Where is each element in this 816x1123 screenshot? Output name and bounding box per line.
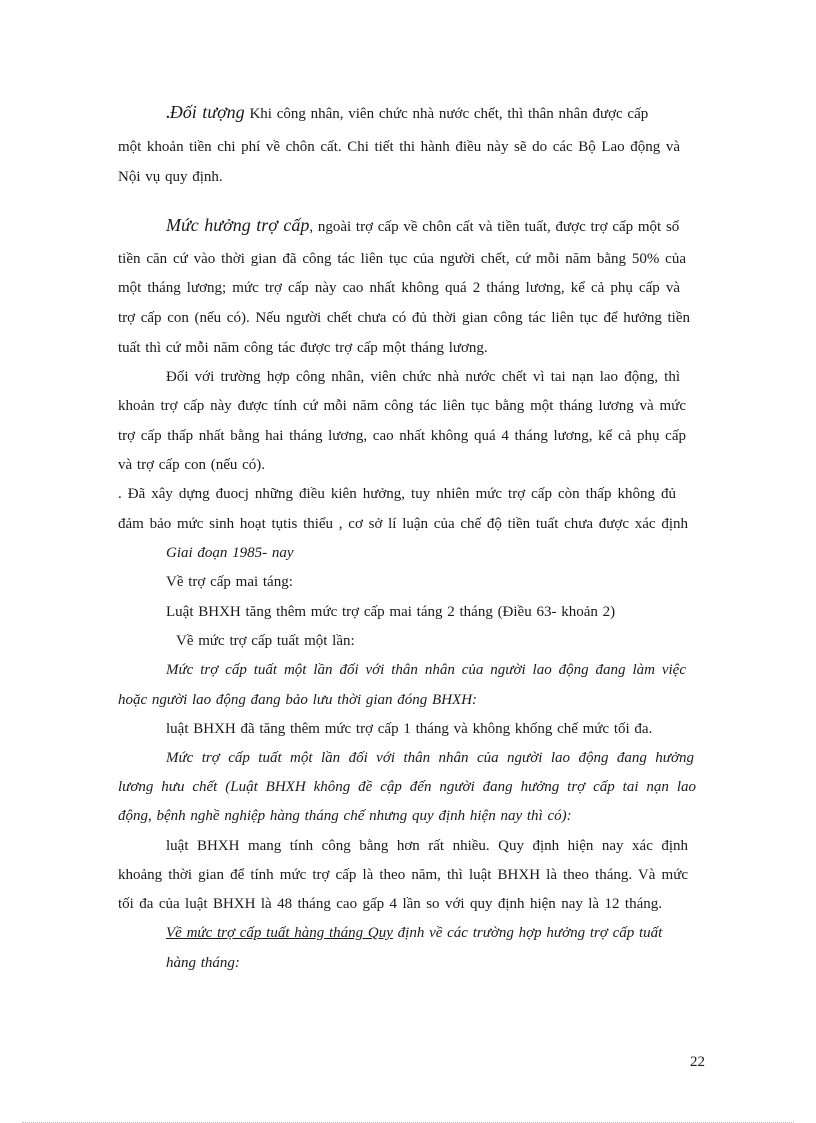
para-4-line-2: đảm bảo mức sinh hoạt tụtis thiểu , cơ sở lí luận của chế độ tiền tuất chưa được xác định <box>118 516 688 532</box>
lead-doi-tuong: Đối tượng <box>169 102 245 122</box>
para-2-line-3: một tháng lương; mức trợ cấp này cao nhất không quá 2 tháng lương, kể cả phụ cấp và <box>118 280 680 296</box>
italic-2-body-1: luật BHXH mang tính công bằng hơn rất nhiều. Quy định hiện nay xác định <box>166 838 688 854</box>
para-2-line-2: tiền căn cứ vào thời gian đã công tác liên tục của người chết, cứ mỗi năm bằng 50% của <box>118 251 686 267</box>
italic-1-body: luật BHXH đã tăng thêm mức trợ cấp 1 tháng và không khống chế mức tối đa. <box>166 721 653 737</box>
heading-hang-thang <box>166 923 662 943</box>
para-3-line-3: trợ cấp thấp nhất bằng hai tháng lương, cao nhất không quá 4 tháng lương, kể cả phụ cấp <box>118 428 686 444</box>
italic-2-line-2: lương hưu chết (Luật BHXH không đề cập đến người đang hưởng trợ cấp tai nạn lao <box>118 779 696 795</box>
italic-1-line-2: hoặc người lao động đang bảo lưu thời gian đóng BHXH: <box>118 692 478 708</box>
italic-1-line-1: Mức trợ cấp tuất một lần đối với thân nhân của người lao động đang làm việc <box>166 662 686 678</box>
para-3-line-4: và trợ cấp con (nếu có). <box>118 457 266 473</box>
para-2-line-5: tuất thì cứ mỗi năm công tác được trợ cấp một tháng lương. <box>118 340 488 356</box>
heading-hang-thang-line-2: hàng tháng: <box>166 955 240 971</box>
italic-2-line-3: động, bệnh nghề nghiệp hàng tháng chế nhưng quy định hiện nay thì có): <box>118 808 572 824</box>
heading-mai-tang: Về trợ cấp mai táng: <box>166 574 293 590</box>
italic-2-line-1: Mức trợ cấp tuất một lần đối với thân nhân của người lao động đang hưởng <box>166 750 694 766</box>
heading-mot-lan: Về mức trợ cấp tuất một lần: <box>176 633 355 649</box>
para-3-line-2: khoản trợ cấp này được tính cứ mỗi năm công tác liên tục bằng một tháng lương và mức <box>118 398 686 414</box>
para-2-line-1 <box>166 215 679 237</box>
para-1-line-2: một khoản tiền chi phí về chôn cất. Chi tiết thi hành điều này sẽ do các Bộ Lao động và <box>118 139 680 155</box>
para-4-line-1: . Đã xây dựng đuocj những điều kiên hưởng, tuy nhiên mức trợ cấp còn thấp không đủ <box>118 486 676 502</box>
para-2-line-4: trợ cấp con (nếu có). Nếu người chết chưa có đủ thời gian công tác liên tục để hưởng tiền <box>118 310 690 326</box>
bullet-dot: . <box>166 106 170 122</box>
para-2-line-1-rest: , ngoài trợ cấp về chôn cất và tiền tuất, được trợ cấp một số <box>309 219 680 235</box>
para-1-line-1-rest: Khi công nhân, viên chức nhà nước chết, thì thân nhân được cấp <box>244 106 649 122</box>
heading-hang-thang-rest: định về các trường hợp hưởng trợ cấp tuất <box>392 925 663 941</box>
lead-muc-huong: Mức hưởng trợ cấp <box>166 215 310 235</box>
mai-tang-line: Luật BHXH tăng thêm mức trợ cấp mai táng 2 tháng (Điều 63- khoản 2) <box>166 604 616 620</box>
italic-2-body-3: tối đa của luật BHXH là 48 tháng cao gấp 4 lần so với quy định hiện nay là 12 tháng. <box>118 896 662 912</box>
page-number: 22 <box>690 1054 705 1070</box>
italic-2-body-2: khoảng thời gian để tính mức trợ cấp là theo năm, thì luật BHXH là theo tháng. Và mức <box>118 867 688 883</box>
para-3-line-1: Đối với trường hợp công nhân, viên chức nhà nước chết vì tai nạn lao động, thì <box>166 369 680 385</box>
heading-period: Giai đoạn 1985- nay <box>166 545 294 561</box>
para-1-line-3: Nội vụ quy định. <box>118 169 223 185</box>
para-1-line-1 <box>166 102 648 124</box>
heading-hang-thang-underlined: Về mức trợ cấp tuất hàng tháng Quy <box>166 925 393 941</box>
